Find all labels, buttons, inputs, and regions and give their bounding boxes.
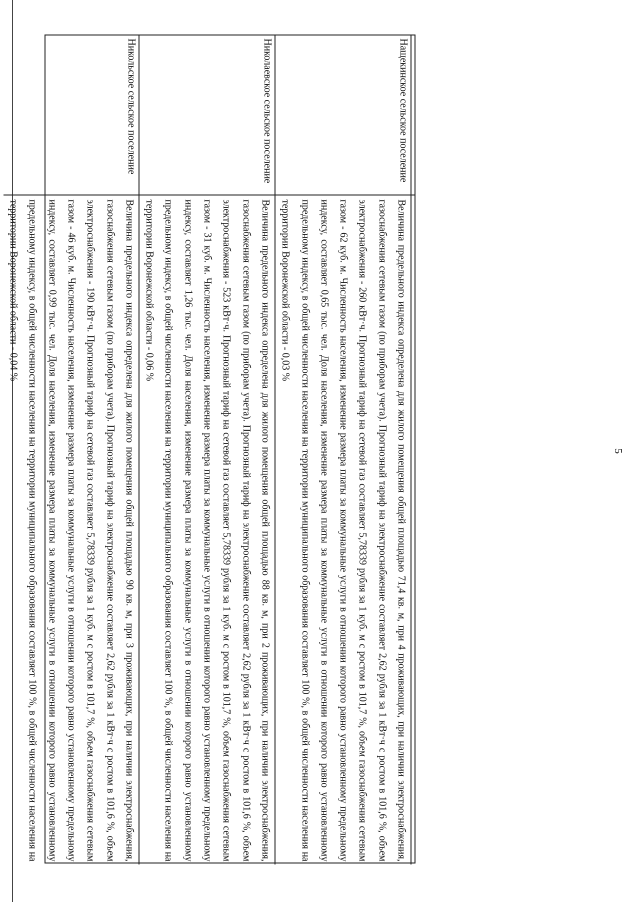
table-container [7,34,415,863]
index-description-nikolaevskoe: Величина предельного индекса определена для жилого помещения общей площадью 88 кв. м, при 2 проживающих, при наличии электроснабжения, газоснабжения сетевым газом (по приборам учета). Прогнозный тариф на электроснабжение составляет 2,62 рубля за 1 кВт·ч с ростом в 101,6 %, объем электроснабжения - 523 кВт·ч. Прогнозный тариф на сетевой газ составляет 5,78339 рубля за 1 куб. м с ростом в 101,7 %, объем газоснабжения сетевым газом - 31 куб. м. Численность населения, изменение размера платы за коммунальные услуги в отношении которого равно установленному предельному индексу, составляет 1,26 тыс. чел. Доля населения, изменение размера платы за коммунальные услуги в отношении которого равно установленному предельному индексу, в общей численности населения на территории муниципального образования составляет 100 %, в общей численности населения на территории Воронежской области - 0,06 % [138,195,274,864]
index-description-nikolskoe: Величина предельного индекса определена для жилого помещения общей площадью 90 кв. м, при 3 проживающих, при наличии электроснабжения, газоснабжения сетевым газом (по приборам учета). Прогнозный тариф на электроснабжение составляет 2,62 рубля за 1 кВт·ч с ростом в 101,6 %, объем электроснабжения - 190 кВт·ч. Прогнозный тариф на сетевой газ составляет 5,78339 рубля за 1 куб. м с ростом в 101,7 %, объем газоснабжения сетевым газом - 46 куб. м. Численность населения, изменение размера платы за коммунальные услуги в отношении которого равно установленному предельному индексу, составляет 0,99 тыс. чел. Доля населения, изменение размера платы за коммунальные услуги в отношении которого равно установленному предельному индексу, в общей численности населения на территории муниципального образования составляет 100 %, в общей численности населения на территории Воронежской области - 0,04 % [7,199,134,861]
table-top-spacer-left [410,35,414,195]
settlement-name-nikolaevskoe: Николаевское сельское поселение [138,35,274,195]
settlement-name-nashchekinskoe: Нащекинское сельское поселение [274,35,410,195]
table-top-spacer-right [410,195,414,864]
settlements-table [7,34,415,863]
index-description-nashchekinskoe: Величина предельного индекса определена для жилого помещения общей площадью 71,4 кв. м, при 4 проживающих, при наличии электроснабжения, газоснабжения сетевым газом (по приборам учета). Прогнозный тариф на электроснабжение составляет 2,62 рубля за 1 кВт·ч с ростом в 101,6 %, объем электроснабжения - 260 кВт·ч. Прогнозный тариф на сетевой газ составляет 5,78339 рубля за 1 куб. м с ростом в 101,7 %, объем газоснабжения сетевым газом - 62 куб. м. Численность населения, изменение размера платы за коммунальные услуги в отношении которого равно установленному предельному индексу, составляет 0,65 тыс. чел. Доля населения, изменение размера платы за коммунальные услуги в отношении которого равно установленному предельному индексу, в общей численности населения на территории муниципального образования составляет 100 %, в общей численности населения на территории Воронежской области - 0,03 % [274,195,410,864]
settlement-name-nikolskoe: Никольское сельское поселение [3,35,138,195]
page-number: 5 [612,448,624,454]
